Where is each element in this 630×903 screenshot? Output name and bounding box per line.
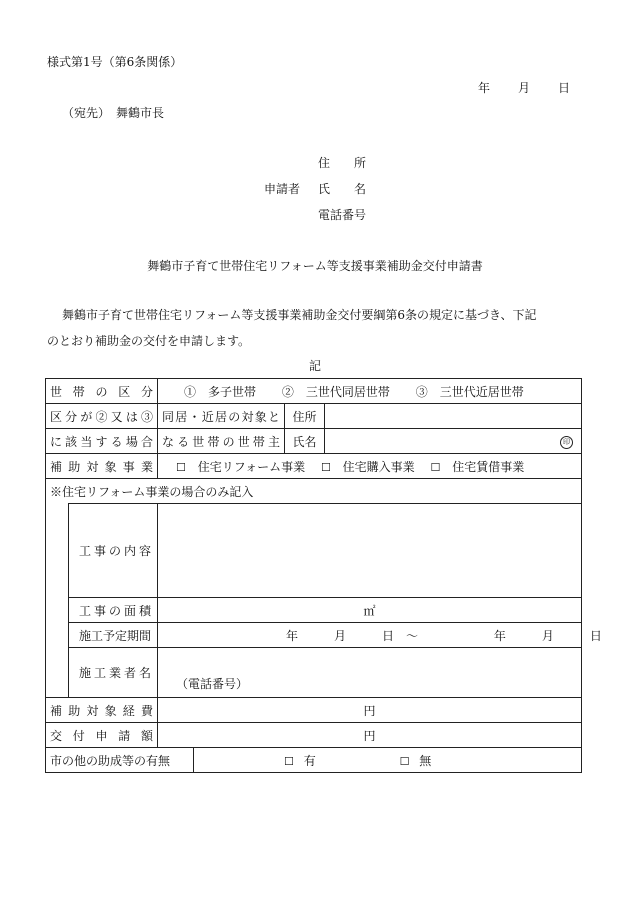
body-text-line1: 舞鶴市子育て世帯住宅リフォーム等支援事業補助金交付要綱第6条の規定に基づき、下記 (62, 308, 537, 322)
contractor-label: 施工業者名 (69, 648, 158, 698)
period-end: 年 月 日 (493, 628, 602, 643)
date-month-label: 月 (518, 81, 531, 95)
option-rental: 住宅賃借事業 (452, 459, 525, 474)
work-content-label: 工事の内容 (69, 504, 158, 598)
work-content-row (46, 504, 582, 598)
checkbox-purchase[interactable]: ☐ (320, 460, 331, 474)
period-row (46, 623, 582, 648)
checkbox-other-aid-yes[interactable]: ☐ (284, 754, 294, 768)
document-title: 舞鶴市子育て世帯住宅リフォーム等支援事業補助金交付申請書 (147, 259, 483, 273)
form-number: 様式第1号（第6条関係） (47, 55, 183, 69)
reform-note-row (46, 479, 582, 504)
other-aid-row (46, 748, 582, 773)
co-resident-label-line1: 同居・近居の対象と (158, 404, 285, 429)
applicant-phone-label: 電話番号 (318, 208, 367, 222)
option-multi-child[interactable]: ① 多子世帯 (184, 384, 257, 399)
checkbox-other-aid-no[interactable]: ☐ (399, 754, 410, 768)
date-day-label: 日 (558, 81, 571, 95)
subsidy-cost-field[interactable] (158, 698, 582, 723)
checkbox-reform[interactable]: ☐ (176, 460, 186, 474)
body-text-line2: のとおり補助金の交付を申請します。 (47, 334, 251, 348)
contractor-row (46, 648, 582, 698)
reform-only-note: ※住宅リフォーム事業の場合のみ記入 (46, 479, 582, 504)
work-area-label: 工事の面積 (69, 598, 158, 623)
yen-unit: 円 (363, 728, 376, 743)
option-three-gen-cohabit[interactable]: ② 三世代同居世帯 (281, 384, 390, 399)
household-class-row (46, 379, 582, 404)
period-start: 年 月 日 〜 (286, 628, 419, 643)
project-row (46, 454, 582, 479)
other-aid-label: 市の他の助成等の有無 (46, 748, 194, 773)
option-purchase: 住宅購入事業 (342, 459, 415, 474)
application-amount-field[interactable] (158, 723, 582, 748)
applicant-name-label: 氏 名 (318, 182, 367, 196)
class23-label-line1: 区分が②又は③ (46, 404, 158, 429)
other-aid-yes: 有 (303, 753, 316, 768)
date-year-label: 年 (478, 81, 491, 95)
household-class-label: 世帯の区分 (46, 379, 158, 404)
co-resident-address-row (46, 404, 582, 429)
contractor-phone: （電話番号） (176, 677, 249, 691)
period-field[interactable] (158, 623, 602, 648)
co-resident-address-field[interactable] (325, 404, 582, 429)
work-content-field[interactable] (158, 504, 582, 598)
work-area-row (46, 598, 582, 623)
co-resident-address-label: 住所 (285, 404, 325, 429)
co-resident-name-label: 氏名 (285, 429, 325, 454)
subsidy-cost-row (46, 698, 582, 723)
indent-blank-cell (46, 504, 69, 698)
checkbox-rental[interactable]: ☐ (430, 460, 441, 474)
co-resident-name-field[interactable] (325, 429, 582, 454)
application-amount-label: 交付申請額 (46, 723, 158, 748)
class23-label-line2: に該当する場合 (46, 429, 158, 454)
co-resident-name-row (46, 429, 582, 454)
addressee: （宛先） 舞鶴市長 (62, 106, 165, 120)
co-resident-label-line2: なる世帯の世帯主 (158, 429, 285, 454)
household-options (158, 379, 582, 404)
work-area-field[interactable] (158, 598, 582, 623)
period-label: 施工予定期間 (69, 623, 158, 648)
project-label: 補助対象事業 (46, 454, 158, 479)
yen-unit: 円 (363, 703, 376, 718)
other-aid-no: 無 (419, 753, 432, 768)
area-unit: ㎡ (363, 603, 376, 618)
other-aid-options (194, 748, 582, 773)
contractor-field[interactable] (158, 648, 582, 698)
application-form-table (45, 378, 602, 773)
applicant-address-label: 住 所 (318, 156, 367, 170)
ki-heading: 記 (308, 359, 321, 373)
subsidy-cost-label: 補助対象経費 (46, 698, 158, 723)
seal-mark: 印 (560, 436, 573, 449)
applicant-label: 申請者 (264, 182, 301, 196)
application-amount-row (46, 723, 582, 748)
project-options (158, 454, 582, 479)
option-three-gen-nearby[interactable]: ③ 三世代近居世帯 (415, 384, 524, 399)
option-reform: 住宅リフォーム事業 (197, 459, 306, 474)
